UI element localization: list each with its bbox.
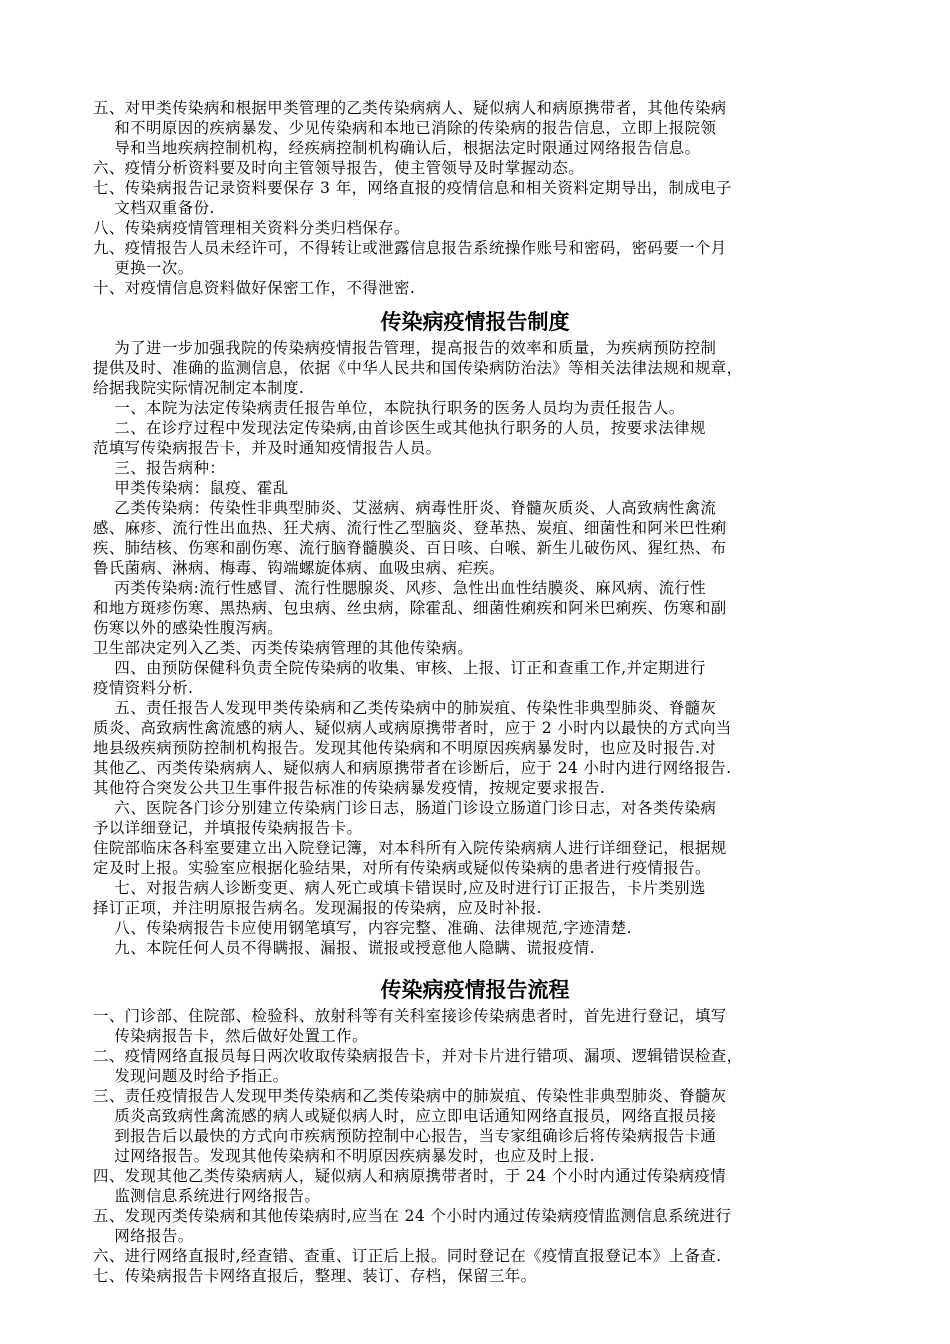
text-line: 发现问题及时给予指正。: [93, 1067, 289, 1085]
text-line: 网络报告。: [93, 1227, 194, 1245]
text-line: 更换一次。: [93, 259, 194, 277]
text-line: 择订正项，并注明原报告病名。发现漏报的传染病，应及时补报.: [93, 899, 542, 917]
text-line: 二、疫情网络直报员每日两次收取传染病报告卡，并对卡片进行错项、漏项、逻辑错误检查，: [93, 1047, 743, 1065]
text-line: 一、门诊部、住院部、检验科、放射科等有关科室接诊传染病患者时，首先进行登记，填写: [93, 1007, 727, 1025]
text-line: 过网络报告。发现其他传染病和不明原因疾病暴发时，也应及时上报.: [93, 1147, 595, 1165]
text-line: 住院部临床各科室要建立出入院登记簿，对本科所有入院传染病病人进行详细登记，根据规: [93, 839, 727, 857]
text-line: 质炎高致病性禽流感的病人或疑似病人时，应立即电话通知网络直报员，网络直报员接: [93, 1107, 717, 1125]
text-line: 七、传染病报告卡网络直报后，整理、装订、存档，保留三年。: [93, 1267, 537, 1285]
text-line: 监测信息系统进行网络报告。: [93, 1187, 321, 1205]
text-line: 其他乙、丙类传染病病人、疑似病人和病原携带者在诊断后，应于 24 小时内进行网络报告.: [93, 759, 732, 777]
text-line: 到报告后以最快的方式向市疾病预防控制中心报告，当专家组确诊后将传染病报告卡通: [93, 1127, 717, 1145]
text-line: 四、发现其他乙类传染病病人，疑似病人和病原携带者时，于 24 个小时内通过传染病疫情: [93, 1167, 727, 1185]
text-line: 一、本院为法定传染病责任报告单位，本院执行职务的医务人员均为责任报告人。: [93, 399, 685, 417]
text-line: 六、进行网络直报时,经查错、查重、订正后上报。同时登记在《疫情直报登记本》上备查.: [93, 1247, 722, 1265]
text-line: 卫生部决定列入乙类、丙类传染病管理的其他传染病。: [93, 639, 474, 657]
text-line: 三、报告病种：: [93, 459, 226, 477]
text-line: 给据我院实际情况制定本制度.: [93, 379, 305, 397]
text-line: 和不明原因的疾病暴发、少见传染病和本地已消除的传染病的报告信息，立即上报院领: [93, 119, 717, 137]
text-line: 其他符合突发公共卫生事件报告标准的传染病暴发疫情，按规定要求报告.: [93, 779, 606, 797]
text-line: 鲁氏菌病、淋病、梅毒、钩端螺旋体病、血吸虫病、疟疾。: [93, 559, 505, 577]
text-line: 定及时上报。实验室应根据化验结果，对所有传染病或疑似传染病的患者进行疫情报告。: [93, 859, 711, 877]
text-line: 甲类传染病：鼠疫、霍乱: [93, 479, 289, 497]
text-line: 乙类传染病：传染性非典型肺炎、艾滋病、病毒性肝炎、脊髓灰质炎、人高致病性禽流: [93, 499, 717, 517]
text-line: 地县级疾病预防控制机构报告。发现其他传染病和不明原因疾病暴发时，也应及时报告.对: [93, 739, 717, 757]
text-line: 五、责任报告人发现甲类传染病和乙类传染病中的肺炭疽、传染性非典型肺炎、脊髓灰: [93, 699, 717, 717]
text-line: 七、对报告病人诊断变更、病人死亡或填卡错误时,应及时进行订正报告，卡片类别选: [93, 879, 706, 897]
section-2-title: 传染病疫情报告制度: [380, 310, 570, 334]
text-line: 八、传染病疫情管理相关资料分类归档保存。: [93, 219, 410, 237]
text-line: 疾、肺结核、伤寒和副伤寒、流行脑脊髓膜炎、百日咳、白喉、新生儿破伤风、猩红热、布: [93, 539, 727, 557]
text-line: 九、疫情报告人员未经许可，不得转让或泄露信息报告系统操作账号和密码，密码要一个月: [93, 239, 727, 257]
text-line: 感、麻疹、流行性出血热、狂犬病、流行性乙型脑炎、登革热、炭疽、细菌性和阿米巴性痢: [93, 519, 727, 537]
text-line: 予以详细登记，并填报传染病报告卡。: [93, 819, 363, 837]
text-line: 导和当地疾病控制机构，经疾病控制机构确认后，根据法定时限通过网络报告信息。: [93, 139, 701, 157]
text-line: 提供及时、准确的监测信息，依据《中华人民共和国传染病防治法》等相关法律法规和规章，: [93, 359, 743, 377]
text-line: 七、传染病报告记录资料要保存 3 年，网络直报的疫情信息和相关资料定期导出，制成电子: [93, 179, 732, 197]
text-line: 九、本院任何人员不得瞒报、漏报、谎报或授意他人隐瞒、谎报疫情.: [93, 939, 595, 957]
text-line: 为了进一步加强我院的传染病疫情报告管理，提高报告的效率和质量，为疾病预防控制: [93, 339, 717, 357]
text-line: 疫情资料分析.: [93, 679, 194, 697]
text-line: 六、疫情分析资料要及时向主管领导报告，使主管领导及时掌握动态。: [93, 159, 585, 177]
text-line: 八、传染病报告卡应使用钢笔填写，内容完整、准确、法律规范,字迹清楚.: [93, 919, 632, 937]
text-line: 丙类传染病:流行性感冒、流行性腮腺炎、风疹、急性出血性结膜炎、麻风病、流行性: [93, 579, 707, 597]
section-3-title: 传染病疫情报告流程: [380, 978, 570, 1002]
text-line: 和地方斑疹伤寒、黑热病、包虫病、丝虫病，除霍乱、细菌性痢疾和阿米巴痢疾、伤寒和副: [93, 599, 727, 617]
text-line: 质炎、高致病性禽流感的病人、疑似病人或病原携带者时，应于 2 小时内以最快的方式向当: [93, 719, 732, 737]
text-line: 六、医院各门诊分别建立传染病门诊日志，肠道门诊设立肠道门诊日志，对各类传染病: [93, 799, 717, 817]
text-line: 文档双重备份.: [93, 199, 215, 217]
text-line: 三、责任疫情报告人发现甲类传染病和乙类传染病中的肺炭疽、传染性非典型肺炎、脊髓灰: [93, 1087, 727, 1105]
text-line: 范填写传染病报告卡，并及时通知疫情报告人员。: [93, 439, 442, 457]
text-line: 五、发现丙类传染病和其他传染病时,应当在 24 个小时内通过传染病疫情监测信息系统进行: [93, 1207, 732, 1225]
text-line: 二、在诊疗过程中发现法定传染病,由首诊医生或其他执行职务的人员，按要求法律规: [93, 419, 706, 437]
text-line: 伤寒以外的感染性腹泻病。: [93, 619, 284, 637]
text-line: 十、对疫情信息资料做好保密工作，不得泄密.: [93, 279, 416, 297]
text-line: 传染病报告卡，然后做好处置工作。: [93, 1027, 368, 1045]
text-line: 五、对甲类传染病和根据甲类管理的乙类传染病病人、疑似病人和病原携带者，其他传染病: [93, 99, 727, 117]
text-line: 四、由预防保健科负责全院传染病的收集、审核、上报、订正和查重工作,并定期进行: [93, 659, 706, 677]
